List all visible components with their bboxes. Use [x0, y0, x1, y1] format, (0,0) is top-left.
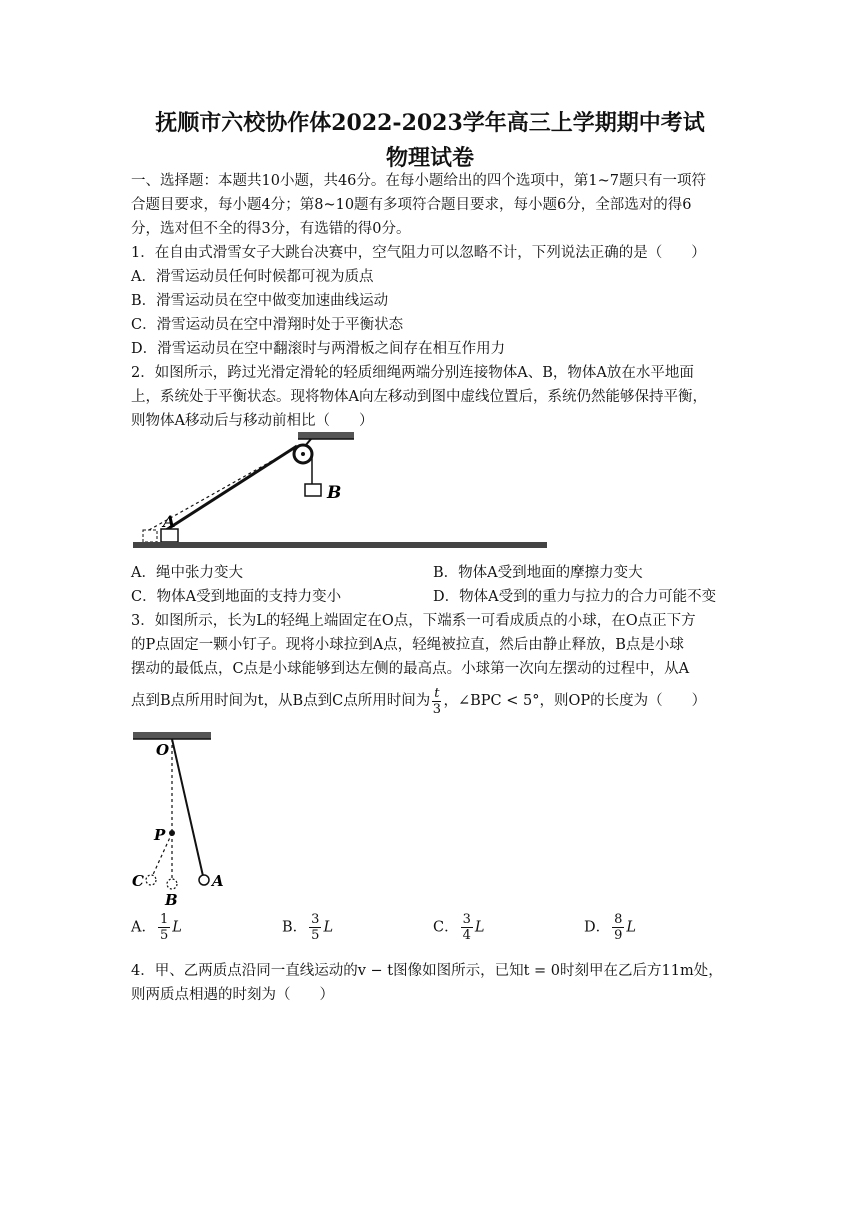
q3-option-d: D． $\frac{8}{9}$ L — [584, 912, 637, 943]
q2-label-b: B — [327, 483, 342, 503]
q3-fraction-num: t — [434, 685, 440, 701]
q3-label-p: P — [154, 826, 166, 844]
q2-figure — [125, 432, 555, 562]
section-instruction-line-2: 合题目要求，每小题4分；第8~10题有多项符合题目要求，每小题6分，全部选对的得6 — [131, 197, 692, 213]
q3-stem-line-4 — [131, 683, 706, 719]
page-subtitle: 物理试卷 — [385, 145, 474, 171]
q4-stem-line-1: 4．甲、乙两质点沿同一直线运动的v − t图像如图所示，已知t = 0时刻甲在乙后方11m处， — [131, 963, 723, 979]
q2-option-d: D．物体A受到的重力与拉力的合力可能不变 — [433, 589, 717, 605]
q3-option-c: C． $\frac{3}{4}$ L — [433, 912, 485, 943]
section-instruction-line-1: 一、选择题：本题共10小题，共46分。在每小题给出的四个选项中，第1~7题只有一项符 — [131, 173, 706, 189]
q1-stem: 1．在自由式滑雪女子大跳台决赛中，空气阻力可以忽略不计，下列说法正确的是（ ） — [131, 245, 706, 261]
q3-line4-text-b: ，∠BPC < 5°，则OP的长度为（ ） — [443, 693, 707, 709]
q3-figure — [128, 728, 238, 908]
q3-label-o: O — [156, 741, 170, 759]
section-instruction-line-3: 分，选对但不全的得3分，有选错的得0分。 — [131, 221, 411, 237]
q3-label-b: B — [165, 891, 178, 908]
q2-option-a: A．绳中张力变大 — [131, 565, 243, 581]
q3-stem-line-2: 的P点固定一颗小钉子。现将小球拉到A点，轻绳被拉直，然后由静止释放，B点是小球 — [131, 637, 684, 653]
q3-option-a: A． $\frac{1}{5}$ L — [131, 912, 182, 943]
q2-stem-line-2: 上，系统处于平衡状态。现将物体A向左移动到图中虚线位置后，系统仍然能够保持平衡， — [131, 389, 707, 405]
q4-stem-line-2: 则两质点相遇的时刻为（ ） — [131, 987, 334, 1003]
q3-stem-line-3: 摆动的最低点，C点是小球能够到达左侧的最高点。小球第一次向左摆动的过程中，从A — [131, 661, 690, 677]
q1-option-c: C．滑雪运动员在空中滑翔时处于平衡状态 — [131, 317, 404, 333]
q3-label-a: A — [212, 872, 224, 890]
q3-fraction-den: 3 — [432, 701, 441, 717]
q2-label-a: A — [163, 512, 176, 531]
q2-option-c: C．物体A受到地面的支持力变小 — [131, 589, 342, 605]
q1-option-a: A．滑雪运动员任何时候都可视为质点 — [131, 269, 374, 285]
q2-stem-line-3: 则物体A移动后与移动前相比（ ） — [131, 413, 374, 429]
q2-stem-line-1: 2．如图所示，跨过光滑定滑轮的轻质细绳两端分别连接物体A、B，物体A放在水平地面 — [131, 365, 694, 381]
q2-option-b: B．物体A受到地面的摩擦力变大 — [433, 565, 643, 581]
q3-line4-text-a: 点到B点所用时间为t，从B点到C点所用时间为 — [131, 693, 431, 709]
q3-label-c: C — [132, 872, 144, 890]
q3-stem-line-1: 3．如图所示，长为L的轻绳上端固定在O点，下端系一可看成质点的小球，在O点正下方 — [131, 613, 696, 629]
q3-option-b: B． $\frac{3}{5}$ L — [282, 912, 334, 943]
q1-option-d: D．滑雪运动员在空中翻滚时与两滑板之间存在相互作用力 — [131, 341, 506, 357]
q3-fraction — [432, 686, 441, 717]
page-title: 抚顺市六校协作体2022-2023学年高三上学期期中考试 — [155, 110, 705, 136]
q1-option-b: B．滑雪运动员在空中做变加速曲线运动 — [131, 293, 389, 309]
